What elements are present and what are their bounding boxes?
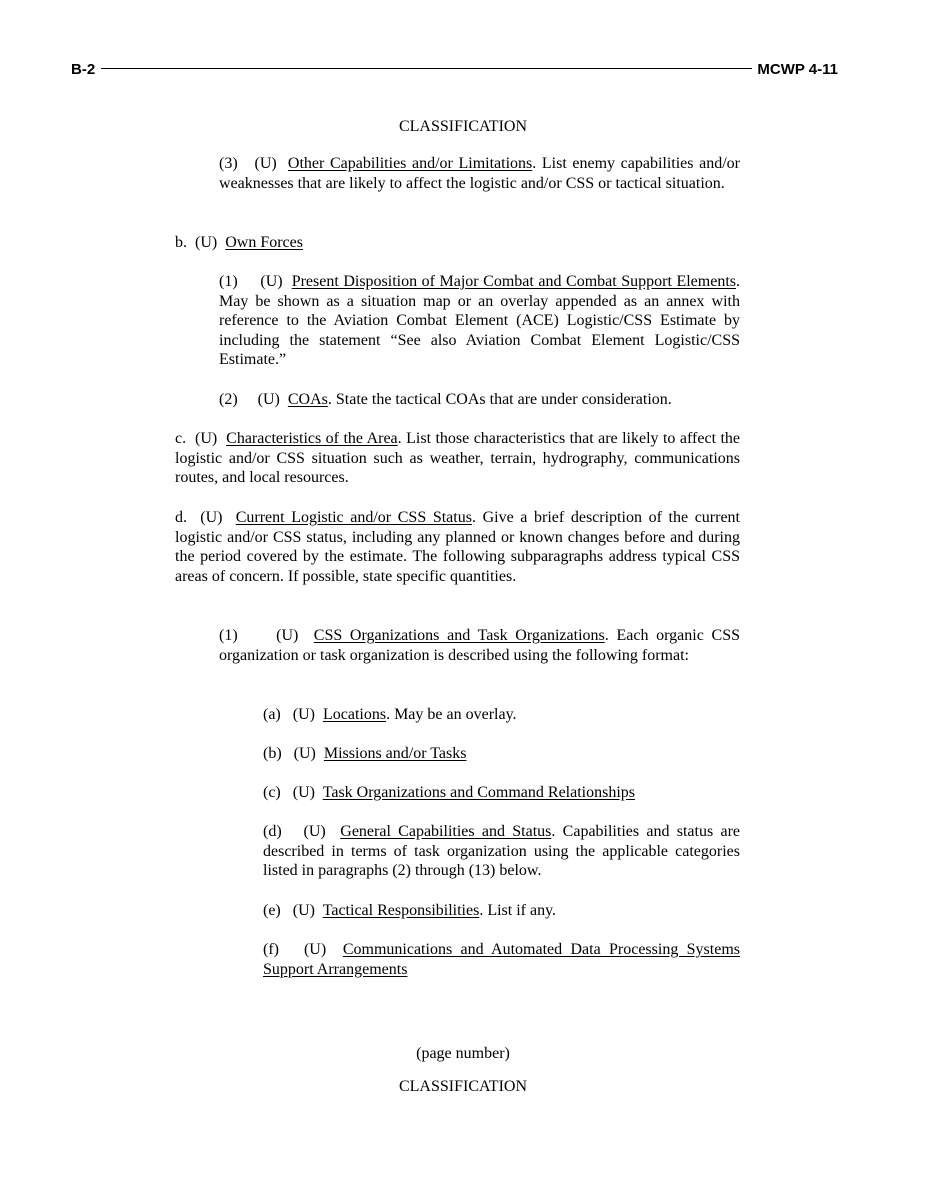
- paragraph-body: . List if any.: [479, 902, 557, 919]
- paragraph-body: . May be an overlay.: [386, 706, 517, 723]
- paragraph-title: COAs: [287, 391, 328, 408]
- paragraph-d1-css-organizations: [219, 626, 740, 665]
- paragraph-label: c. (U): [175, 430, 227, 447]
- page-label: B-2: [71, 61, 96, 78]
- paragraph-label: (3) (U): [219, 155, 288, 172]
- classification-bottom: CLASSIFICATION: [398, 1078, 527, 1095]
- paragraph-d1c-task-organizations: [263, 783, 740, 803]
- paragraph-title: Current Logistic and/or CSS Status: [235, 509, 472, 526]
- paragraph-d1d-general-capabilities: [263, 822, 740, 881]
- paragraph-label: (1) (U): [219, 273, 292, 290]
- paragraph-title: Communications and Automated Data Processing Systems Support Arrangements: [263, 941, 740, 978]
- paragraph-d1f-communications: [263, 940, 740, 979]
- paragraph-title: Task Organizations and Command Relationships: [322, 784, 636, 801]
- paragraph-label: (2) (U): [219, 391, 288, 408]
- paragraph-title: Missions and/or Tasks: [323, 745, 467, 762]
- header-rule: [101, 68, 752, 69]
- paragraph-b1-present-disposition: [219, 272, 740, 370]
- paragraph-d1b-missions: [263, 744, 740, 764]
- running-header: [71, 61, 838, 77]
- paragraph-title: Tactical Responsibilities: [322, 902, 480, 919]
- paragraph-b2-coas: [219, 390, 740, 410]
- paragraph-d1a-locations: [263, 705, 740, 725]
- paragraph-label: (b) (U): [263, 745, 324, 762]
- paragraph-label: (1) (U): [219, 627, 314, 644]
- paragraph-title: CSS Organizations and Task Organizations: [313, 627, 605, 644]
- paragraph-label: (a) (U): [263, 706, 323, 723]
- paragraph-body: . List those characteristics that are likely to affect the logistic and/or CSS situation such as weather, terrain, hydrography, communications routes, and local resources.: [175, 430, 741, 487]
- paragraph-body: . Give a brief description of the current logistic and/or CSS status, including any planned or known changes before and during the period covered by the estimate. The following subparagraphs address typical CSS areas of concern. If possible, state specific quantities.: [175, 509, 740, 585]
- paragraph-label: b. (U): [175, 234, 226, 251]
- paragraph-title: Present Disposition of Major Combat and Combat Support Elements: [291, 273, 736, 290]
- classification-top: CLASSIFICATION: [398, 118, 527, 135]
- paragraph-title: Locations: [322, 706, 387, 723]
- paragraph-d1e-tactical-responsibilities: [263, 901, 740, 921]
- paragraph-3-other-capabilities: [219, 154, 740, 193]
- paragraph-body: . State the tactical COAs that are under consideration.: [327, 391, 672, 408]
- paragraph-body: . May be shown as a situation map or an overlay appended as an annex with reference to the Aviation Combat Element (ACE) Logistic/CSS Estimate by including the statement “See also Aviation Combat Element Logistic/CSS Estimate.”: [219, 273, 740, 369]
- paragraph-title: Characteristics of the Area: [226, 430, 398, 447]
- paragraph-title: General Capabilities and Status: [340, 823, 552, 840]
- paragraph-body: . Each organic CSS organization or task organization is described using the following format:: [219, 627, 740, 664]
- paragraph-label: (d) (U): [263, 823, 341, 840]
- paragraph-label: (e) (U): [263, 902, 323, 919]
- paragraph-label: (f) (U): [263, 941, 343, 958]
- paragraph-title: Other Capabilities and/or Limitations: [287, 155, 533, 172]
- page-number: (page number): [416, 1045, 510, 1062]
- paragraph-label: d. (U): [175, 509, 236, 526]
- paragraph-d-current-status: [175, 508, 740, 586]
- paragraph-title: Own Forces: [225, 234, 303, 251]
- publication-id: MCWP 4-11: [757, 61, 838, 78]
- paragraph-label: (c) (U): [263, 784, 323, 801]
- paragraph-body: . List enemy capabilities and/or weaknesses that are likely to affect the logistic and/or CSS or tactical situation.: [219, 155, 740, 192]
- paragraph-body: . Capabilities and status are described in terms of task organization using the applicable categories listed in paragraphs (2) through (13) below.: [263, 823, 741, 880]
- paragraph-c-characteristics: [175, 429, 740, 488]
- paragraph-b-own-forces: [175, 233, 740, 253]
